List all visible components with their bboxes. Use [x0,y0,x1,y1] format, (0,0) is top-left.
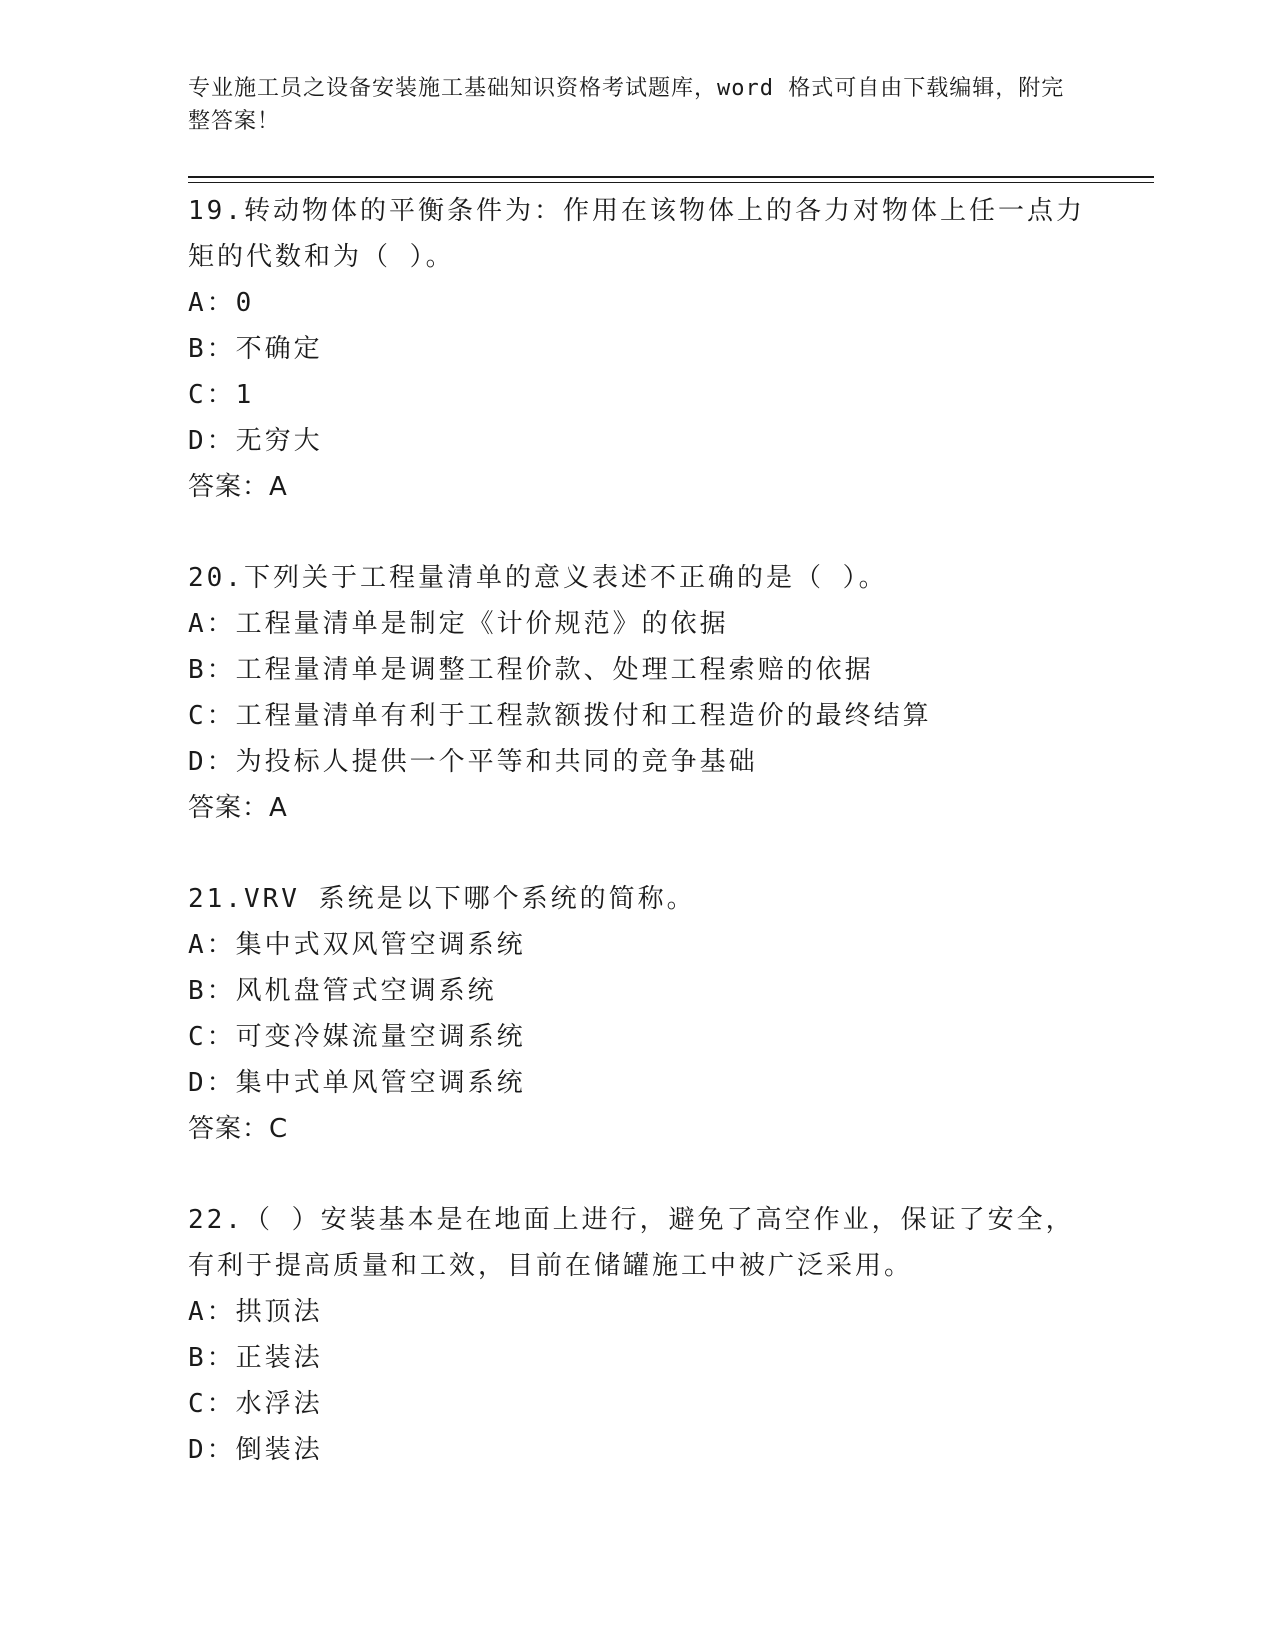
option-text: 无穷大 [235,426,323,456]
option-text: 集中式单风管空调系统 [235,1068,526,1098]
option-key: D： [188,1435,236,1465]
option-key: B： [188,976,236,1006]
question-19 [188,188,1088,510]
option-a [188,601,1088,647]
option-text: 工程量清单是制定《计价规范》的依据 [235,609,729,639]
option-text: 不确定 [235,334,323,364]
question-21 [188,876,1088,1152]
question-list [188,188,1088,1518]
option-key: D： [188,747,236,777]
option-a [188,280,1088,326]
option-key: D： [188,426,236,456]
option-b [188,1335,1088,1381]
option-text: 集中式双风管空调系统 [235,930,526,960]
question-stem: 20.下列关于工程量清单的意义表述不正确的是（ ）。 [188,563,888,593]
option-text: 水浮法 [235,1389,323,1419]
option-a [188,922,1088,968]
option-text: 正装法 [235,1343,323,1373]
question-stem: 22.（ ）安装基本是在地面上进行，避免了高空作业，保证了安全，有利于提高质量和工效，目前在储罐施工中被广泛采用。 [188,1205,1075,1281]
option-text: 1 [235,380,255,410]
option-text: 为投标人提供一个平等和共同的竞争基础 [235,747,758,777]
option-c [188,1381,1088,1427]
option-b [188,326,1088,372]
option-text: 0 [235,288,255,318]
option-key: A： [188,288,236,318]
answer-line: 答案：A [188,793,288,823]
question-stem: 19.转动物体的平衡条件为：作用在该物体上的各力对物体上任一点力矩的代数和为（ ）。 [188,196,1085,272]
option-key: C： [188,701,236,731]
option-c [188,693,1088,739]
option-b [188,647,1088,693]
option-key: D： [188,1068,236,1098]
option-b [188,968,1088,1014]
question-22 [188,1197,1088,1473]
header-divider-thin [188,182,1154,183]
question-20 [188,555,1088,831]
option-d [188,739,1088,785]
option-c [188,372,1088,418]
option-d [188,1060,1088,1106]
option-text: 可变冷媒流量空调系统 [235,1022,526,1052]
option-key: C： [188,1389,236,1419]
option-key: A： [188,1297,236,1327]
document-intro: 专业施工员之设备安装施工基础知识资格考试题库，word 格式可自由下载编辑，附完整答案！ [188,76,1065,134]
option-text: 风机盘管式空调系统 [235,976,497,1006]
option-key: B： [188,1343,236,1373]
answer-line: 答案：A [188,472,288,502]
option-text: 倒装法 [235,1435,323,1465]
answer-line: 答案：C [188,1114,289,1144]
option-key: A： [188,609,236,639]
option-a [188,1289,1088,1335]
option-c [188,1014,1088,1060]
option-key: A： [188,930,236,960]
option-key: C： [188,1022,236,1052]
option-text: 拱顶法 [235,1297,323,1327]
option-key: B： [188,655,236,685]
question-stem: 21.VRV 系统是以下哪个系统的简称。 [188,884,696,914]
option-d [188,1427,1088,1473]
option-key: C： [188,380,236,410]
header-divider-thick [188,176,1154,178]
option-text: 工程量清单是调整工程价款、处理工程索赔的依据 [235,655,874,685]
option-text: 工程量清单有利于工程款额拨付和工程造价的最终结算 [235,701,932,731]
option-d [188,418,1088,464]
option-key: B： [188,334,236,364]
